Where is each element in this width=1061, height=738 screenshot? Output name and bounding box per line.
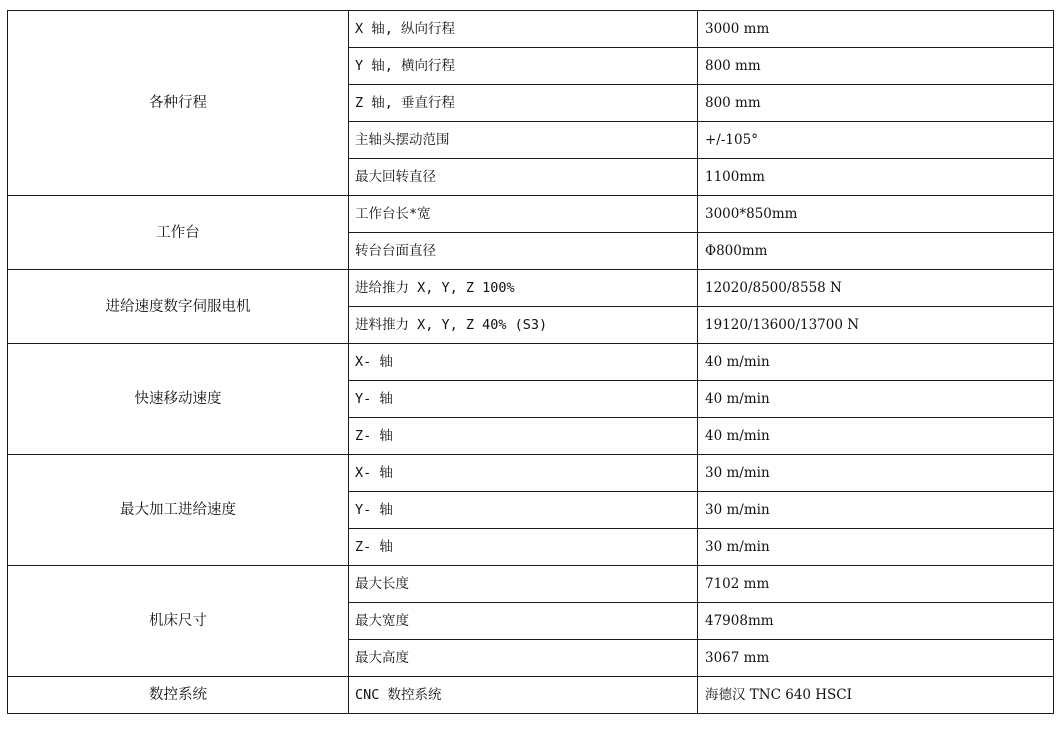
- parameter-cell: 转台台面直径: [349, 233, 698, 270]
- spec-table: [7, 10, 1054, 714]
- category-cell: 各种行程: [8, 11, 349, 196]
- value-cell: 7102 mm: [698, 566, 1054, 603]
- value-cell: 30 m/min: [698, 492, 1054, 529]
- parameter-cell: X- 轴: [349, 455, 698, 492]
- value-cell: Φ800mm: [698, 233, 1054, 270]
- value-cell: 40 m/min: [698, 344, 1054, 381]
- category-cell: 机床尺寸: [8, 566, 349, 677]
- parameter-cell: Z- 轴: [349, 418, 698, 455]
- table-row: [8, 270, 1054, 307]
- parameter-cell: 主轴头摆动范围: [349, 122, 698, 159]
- parameter-cell: 最大回转直径: [349, 159, 698, 196]
- parameter-cell: Z- 轴: [349, 529, 698, 566]
- table-row: [8, 455, 1054, 492]
- parameter-cell: 工作台长*宽: [349, 196, 698, 233]
- table-row: [8, 196, 1054, 233]
- value-cell: 47908mm: [698, 603, 1054, 640]
- parameter-cell: X- 轴: [349, 344, 698, 381]
- table-row: [8, 566, 1054, 603]
- spec-table-body: [8, 11, 1054, 714]
- category-cell: 工作台: [8, 196, 349, 270]
- category-cell: 最大加工进给速度: [8, 455, 349, 566]
- value-cell: 30 m/min: [698, 455, 1054, 492]
- parameter-cell: 进给推力 X, Y, Z 100%: [349, 270, 698, 307]
- parameter-cell: Z 轴, 垂直行程: [349, 85, 698, 122]
- parameter-cell: CNC 数控系统: [349, 677, 698, 714]
- parameter-cell: Y 轴, 横向行程: [349, 48, 698, 85]
- value-cell: 1100mm: [698, 159, 1054, 196]
- value-cell: 海德汉 TNC 640 HSCI: [698, 677, 1054, 714]
- category-cell: 进给速度数字伺服电机: [8, 270, 349, 344]
- value-cell: 40 m/min: [698, 418, 1054, 455]
- value-cell: 800 mm: [698, 85, 1054, 122]
- table-row: [8, 11, 1054, 48]
- category-cell: 快速移动速度: [8, 344, 349, 455]
- value-cell: 40 m/min: [698, 381, 1054, 418]
- parameter-cell: X 轴, 纵向行程: [349, 11, 698, 48]
- parameter-cell: Y- 轴: [349, 492, 698, 529]
- table-row: [8, 677, 1054, 714]
- parameter-cell: 进料推力 X, Y, Z 40% (S3): [349, 307, 698, 344]
- value-cell: 19120/13600/13700 N: [698, 307, 1054, 344]
- parameter-cell: Y- 轴: [349, 381, 698, 418]
- value-cell: 12020/8500/8558 N: [698, 270, 1054, 307]
- table-row: [8, 344, 1054, 381]
- value-cell: +/-105°: [698, 122, 1054, 159]
- parameter-cell: 最大高度: [349, 640, 698, 677]
- parameter-cell: 最大宽度: [349, 603, 698, 640]
- category-cell: 数控系统: [8, 677, 349, 714]
- value-cell: 800 mm: [698, 48, 1054, 85]
- value-cell: 3000 mm: [698, 11, 1054, 48]
- value-cell: 30 m/min: [698, 529, 1054, 566]
- parameter-cell: 最大长度: [349, 566, 698, 603]
- value-cell: 3067 mm: [698, 640, 1054, 677]
- value-cell: 3000*850mm: [698, 196, 1054, 233]
